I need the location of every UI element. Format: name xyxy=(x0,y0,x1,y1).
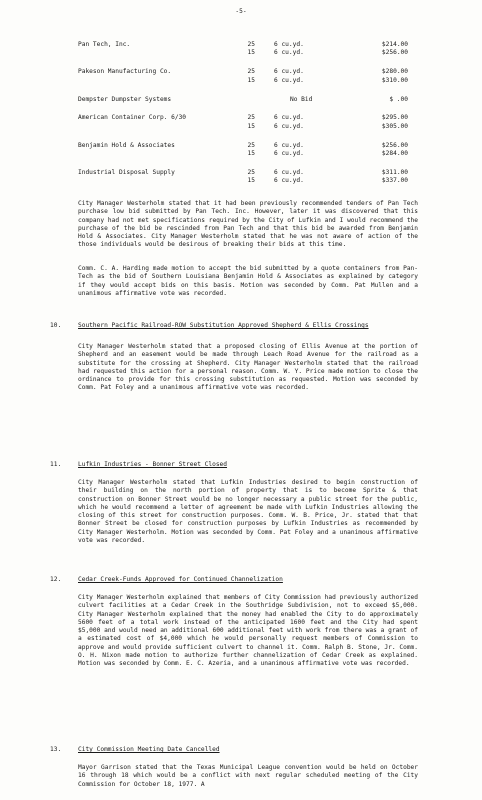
bid-row xyxy=(78,123,408,131)
bid-row xyxy=(78,77,408,85)
bid-unit: 6 cu.yd. xyxy=(274,76,304,84)
bid-row xyxy=(78,96,408,104)
bid-vendor: Benjamin Hold & Associates xyxy=(78,141,175,149)
section-title: Cedar Creek-Funds Approved for Continued Channelization xyxy=(78,576,283,583)
bid-unit: No Bid xyxy=(290,95,313,103)
paragraph-bid-discussion: City Manager Westerholm stated that it had been previously recommended tenders of Pan Tech purchase low bid submitted by Pan Tech. Inc. However, later it was discovered that this company had not met specifications required by the City of Lufkin and I would recommend the purchase of the bid be rescinded from Pan Tech and that this bid be awarded from Benjamin Hold & Associates. City Manager Westerholm stated that he was not aware of action of the those individuals would be desirous of breaking their bids at this time. xyxy=(78,200,418,249)
bid-row xyxy=(78,150,408,158)
bid-unit: 6 cu.yd. xyxy=(274,141,304,149)
bid-qty: 15 xyxy=(247,122,255,130)
bid-row xyxy=(78,177,408,185)
bid-row xyxy=(78,68,408,76)
bid-qty: 15 xyxy=(247,49,255,57)
bid-vendor: American Container Corp. 6/30 xyxy=(78,114,187,122)
bid-unit: 6 cu.yd. xyxy=(274,49,304,57)
bid-unit: 6 cu.yd. xyxy=(274,150,304,158)
bid-unit: 6 cu.yd. xyxy=(274,114,304,122)
section-number: 10. xyxy=(50,322,62,329)
paragraph-convention: Mayor Garrison stated that the Texas Municipal League convention would be held on October 16 through 18 which would be a conflict with next regular scheduled meeting of the City Commission for October 18, 1977. A xyxy=(78,764,418,788)
paragraph-railroad: City Manager Westerholm stated that a proposed closing of Ellis Avenue at the portion of Shepherd and an easement would be made through Leach Road Avenue for the railroad as a substitute for the crossing at Shepherd. City Manager Westerholm stated that the railroad had requested this action for a personal reason. Comm. W. Y. Price made motion to close the ordinance to provide for this crossing substitution as requested. Motion was seconded by Comm. Pat Foley and a unanimous affirmative vote was recorded. xyxy=(78,343,418,392)
bid-table xyxy=(78,41,408,186)
paragraph-bonner-street: City Manager Westerholm stated that Lufkin Industries desired to begin construction of their building on the north portion of property that is to become Sprite & that construction on Bonner Street would be no longer necessary a public street for the public, which he would recommend a letter of agreement be made with Lufkin Industries allowing the closing of this street for construction purposes. Comm. W. B. Price, Jr. stated that that Bonner Street be closed for construction purposes by Lufkin Industries as recommended by City Manager Westerholm. Motion was seconded by Comm. Pat Foley and a unanimous affirmative vote was recorded. xyxy=(78,479,418,545)
bid-unit: 6 cu.yd. xyxy=(274,41,304,48)
bid-vendor: Pan Tech, Inc. xyxy=(78,41,131,48)
bid-row xyxy=(78,114,408,122)
bid-qty: 15 xyxy=(247,177,255,185)
bid-amount: $337.00 xyxy=(381,177,408,185)
bid-qty: 15 xyxy=(247,76,255,84)
bid-row xyxy=(78,169,408,177)
paragraph-bid-motion: Comm. C. A. Harding made motion to accept the bid submitted by a quote containers from Pan-Tech as the bid of Southern Louisiana Benjamin Hold & Associates as explained by category if they would accept bids on this basis. Motion was seconded by Comm. Pat Mullen and a unanimous affirmative vote was recorded. xyxy=(78,265,418,297)
bid-vendor: Pakeson Manufacturing Co. xyxy=(78,68,172,76)
bid-unit: 6 cu.yd. xyxy=(274,68,304,76)
bid-qty: 25 xyxy=(247,68,255,76)
bid-unit: 6 cu.yd. xyxy=(274,177,304,185)
bid-amount: $256.00 xyxy=(381,141,408,149)
bid-amount: $280.00 xyxy=(381,68,408,76)
section-number: 12. xyxy=(50,576,62,583)
section-number: 11. xyxy=(50,461,62,468)
bid-vendor: Dempster Dumpster Systems xyxy=(78,95,172,103)
section-title: Southern Pacific Railroad-ROW Substitution Approved Shepherd & Ellis Crossings xyxy=(78,322,369,329)
bid-qty: 25 xyxy=(247,169,255,177)
bid-unit: 6 cu.yd. xyxy=(274,169,304,177)
bid-amount: $310.00 xyxy=(381,76,408,84)
section-number: 13. xyxy=(50,746,62,753)
bid-amount: $295.00 xyxy=(381,114,408,122)
bid-amount: $311.00 xyxy=(381,169,408,177)
section-title: City Commission Meeting Date Cancelled xyxy=(78,746,220,753)
bid-qty: 25 xyxy=(247,41,255,48)
bid-amount: $214.00 xyxy=(381,41,408,48)
bid-amount: $284.00 xyxy=(381,150,408,158)
bid-vendor: Industrial Disposal Supply xyxy=(78,169,175,177)
bid-row xyxy=(78,49,408,57)
bid-qty: 25 xyxy=(247,114,255,122)
page-number: -5- xyxy=(235,8,247,15)
bid-row xyxy=(78,41,408,49)
paragraph-cedar-creek: City Manager Westerholm explained that members of City Commission had previously authorized culvert facilities at a Cedar Creek in the Southridge Subdivision, not to exceed $5,000. City Manager Westerholm explained that the money had enabled the City to do approximately 5600 feet of a total work instead of the anticipated 1600 feet and the City had spent $5,000 and would need an additional 600 additional feet with work from there was a grant of a estimated cost of $4,000 which he would personally request members of Commission to approve and would provide sufficient culvert to channel it. Comm. Ralph B. Stone, Jr. Comm. O. H. Nixon made motion to authorize further channelization of Cedar Creek as explained. Motion was seconded by Comm. E. C. Azeria, and a unanimous affirmative vote was recorded. xyxy=(78,594,418,668)
bid-amount: $ .00 xyxy=(389,95,408,103)
bid-unit: 6 cu.yd. xyxy=(274,122,304,130)
bid-amount: $256.00 xyxy=(381,49,408,57)
section-title: Lufkin Industries - Bonner Street Closed xyxy=(78,461,228,468)
bid-row xyxy=(78,142,408,150)
bid-amount: $305.00 xyxy=(381,122,408,130)
bid-qty: 15 xyxy=(247,150,255,158)
bid-qty: 25 xyxy=(247,141,255,149)
